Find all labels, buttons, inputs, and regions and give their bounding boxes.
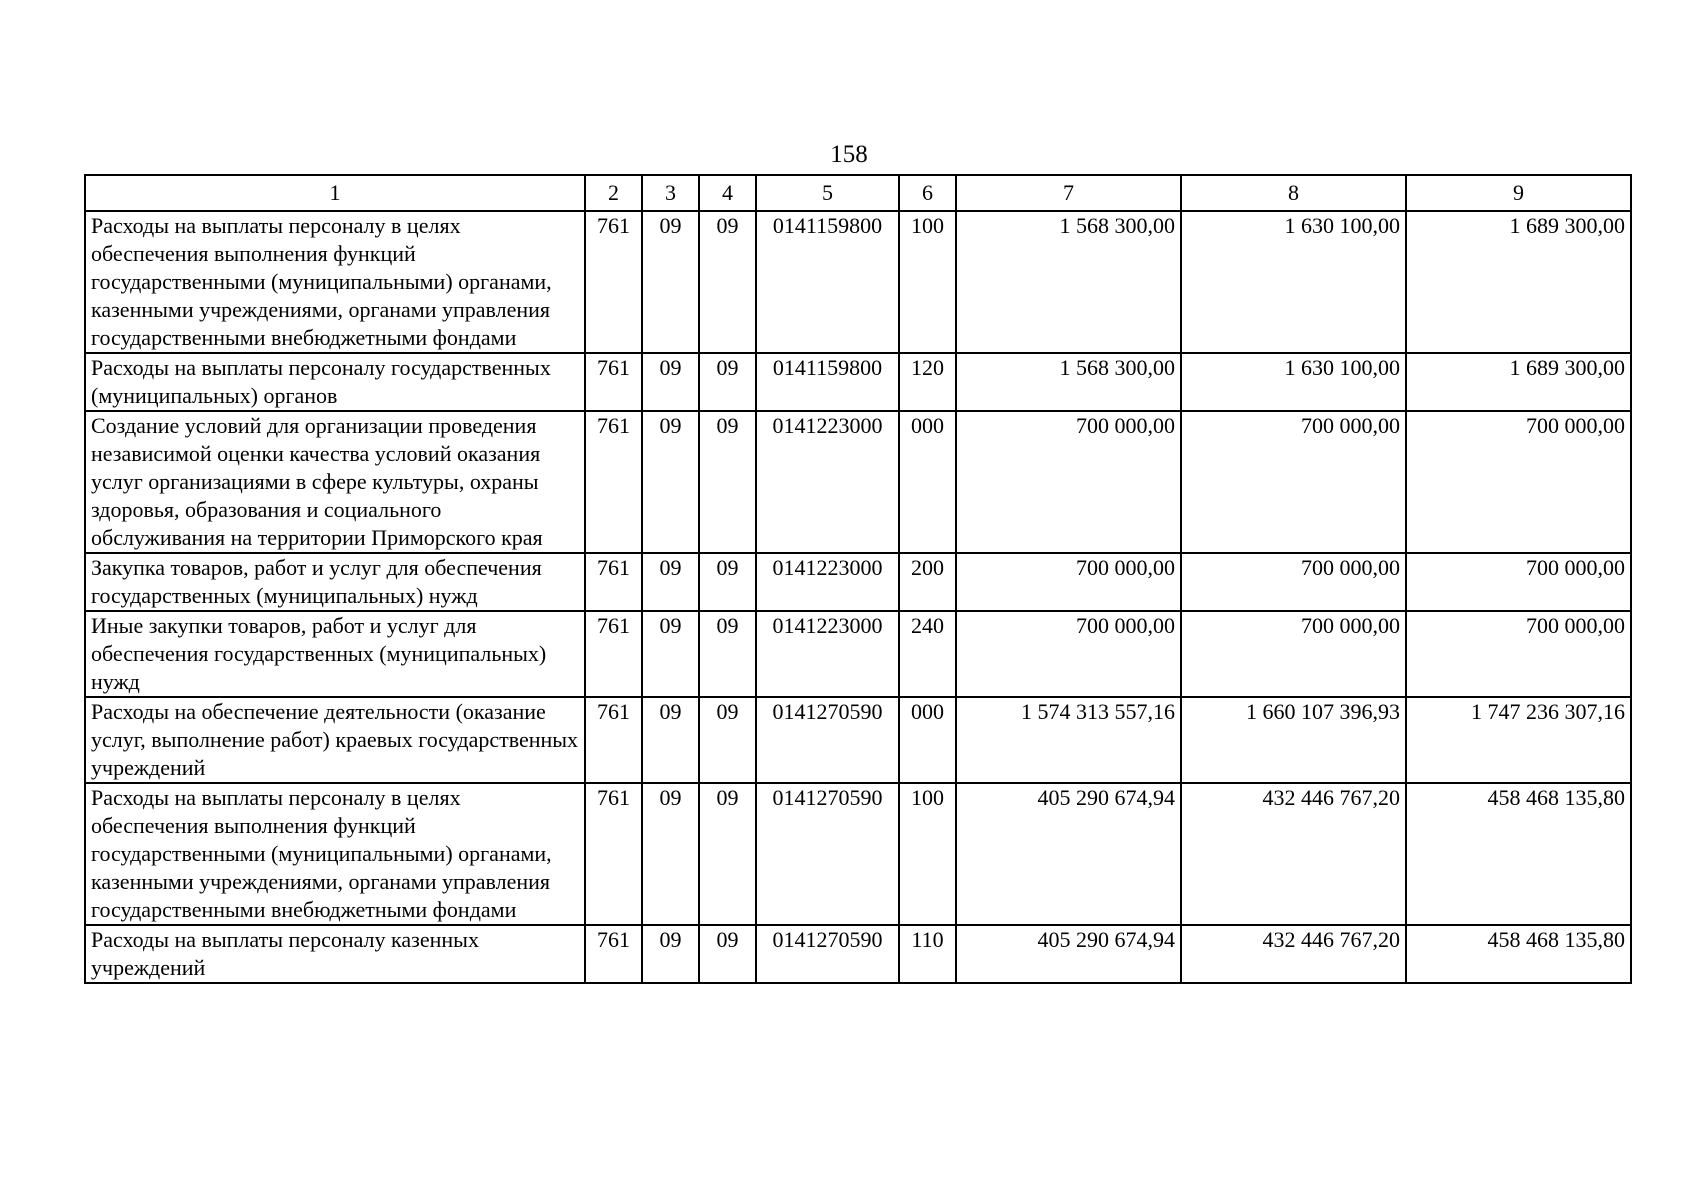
page-number: 158 [830,141,868,168]
subsection-code: 09 [699,925,756,983]
ministry-code: 761 [585,925,642,983]
target-article-code: 0141270590 [756,925,899,983]
subsection-code: 09 [699,611,756,697]
amount-col-9: 458 468 135,80 [1406,925,1631,983]
expense-type-code: 200 [899,553,956,611]
amount-col-9: 1 689 300,00 [1406,353,1631,411]
amount-col-7: 700 000,00 [956,411,1181,553]
amount-col-8: 1 630 100,00 [1181,211,1406,353]
expense-name: Иные закупки товаров, работ и услуг для обеспечения государственных (муниципальных) нужд [85,611,585,697]
subsection-code: 09 [699,353,756,411]
expense-type-code: 000 [899,697,956,783]
amount-col-9: 700 000,00 [1406,411,1631,553]
expense-type-code: 000 [899,411,956,553]
table-row [85,553,1631,611]
amount-col-7: 1 568 300,00 [956,353,1181,411]
header-cell-8: 8 [1181,175,1406,211]
expense-type-code: 240 [899,611,956,697]
expense-name: Расходы на обеспечение деятельности (оказание услуг, выполнение работ) краевых государственных учреждений [85,697,585,783]
target-article-code: 0141159800 [756,353,899,411]
table-row [85,697,1631,783]
amount-col-8: 700 000,00 [1181,411,1406,553]
expense-name: Расходы на выплаты персоналу в целях обеспечения выполнения функций государственными (муниципальными) органами, казенными учреждениями, органами управления государственными внебюджетными фондами [85,211,585,353]
subsection-code: 09 [699,697,756,783]
amount-col-7: 1 574 313 557,16 [956,697,1181,783]
amount-col-7: 405 290 674,94 [956,925,1181,983]
expense-name: Создание условий для организации проведения независимой оценки качества условий оказания услуг организациями в сфере культуры, охраны здоровья, образования и социального обслуживания на территории Приморского края [85,411,585,553]
amount-col-8: 432 446 767,20 [1181,925,1406,983]
target-article-code: 0141223000 [756,411,899,553]
expense-type-code: 100 [899,783,956,925]
amount-col-9: 700 000,00 [1406,553,1631,611]
amount-col-7: 1 568 300,00 [956,211,1181,353]
table-row [85,411,1631,553]
section-code: 09 [642,925,699,983]
table-body [85,211,1631,983]
amount-col-9: 458 468 135,80 [1406,783,1631,925]
expense-type-code: 110 [899,925,956,983]
ministry-code: 761 [585,697,642,783]
target-article-code: 0141223000 [756,553,899,611]
target-article-code: 0141270590 [756,783,899,925]
expense-name: Расходы на выплаты персоналу в целях обеспечения выполнения функций государственными (муниципальными) органами, казенными учреждениями, органами управления государственными внебюджетными фондами [85,783,585,925]
table-row [85,353,1631,411]
ministry-code: 761 [585,553,642,611]
expense-type-code: 100 [899,211,956,353]
subsection-code: 09 [699,783,756,925]
amount-col-9: 1 689 300,00 [1406,211,1631,353]
header-cell-1: 1 [85,175,585,211]
expense-type-code: 120 [899,353,956,411]
header-cell-3: 3 [642,175,699,211]
amount-col-9: 700 000,00 [1406,611,1631,697]
amount-col-9: 1 747 236 307,16 [1406,697,1631,783]
expense-name: Закупка товаров, работ и услуг для обеспечения государственных (муниципальных) нужд [85,553,585,611]
expense-name: Расходы на выплаты персоналу казенных учреждений [85,925,585,983]
section-code: 09 [642,353,699,411]
subsection-code: 09 [699,553,756,611]
amount-col-8: 1 660 107 396,93 [1181,697,1406,783]
subsection-code: 09 [699,411,756,553]
target-article-code: 0141159800 [756,211,899,353]
amount-col-8: 700 000,00 [1181,553,1406,611]
section-code: 09 [642,697,699,783]
header-cell-4: 4 [699,175,756,211]
amount-col-8: 1 630 100,00 [1181,353,1406,411]
ministry-code: 761 [585,211,642,353]
table-row [85,925,1631,983]
table-row [85,783,1631,925]
ministry-code: 761 [585,411,642,553]
amount-col-7: 405 290 674,94 [956,783,1181,925]
table-row [85,611,1631,697]
section-code: 09 [642,211,699,353]
amount-col-8: 432 446 767,20 [1181,783,1406,925]
section-code: 09 [642,611,699,697]
section-code: 09 [642,411,699,553]
target-article-code: 0141223000 [756,611,899,697]
ministry-code: 761 [585,611,642,697]
subsection-code: 09 [699,211,756,353]
expense-name: Расходы на выплаты персоналу государственных (муниципальных) органов [85,353,585,411]
budget-table [84,174,1632,984]
amount-col-8: 700 000,00 [1181,611,1406,697]
section-code: 09 [642,553,699,611]
amount-col-7: 700 000,00 [956,553,1181,611]
table-row [85,211,1631,353]
header-cell-7: 7 [956,175,1181,211]
header-row [85,175,1631,211]
section-code: 09 [642,783,699,925]
header-cell-9: 9 [1406,175,1631,211]
ministry-code: 761 [585,353,642,411]
header-cell-2: 2 [585,175,642,211]
header-cell-5: 5 [756,175,899,211]
table-header [85,175,1631,211]
amount-col-7: 700 000,00 [956,611,1181,697]
ministry-code: 761 [585,783,642,925]
target-article-code: 0141270590 [756,697,899,783]
header-cell-6: 6 [899,175,956,211]
